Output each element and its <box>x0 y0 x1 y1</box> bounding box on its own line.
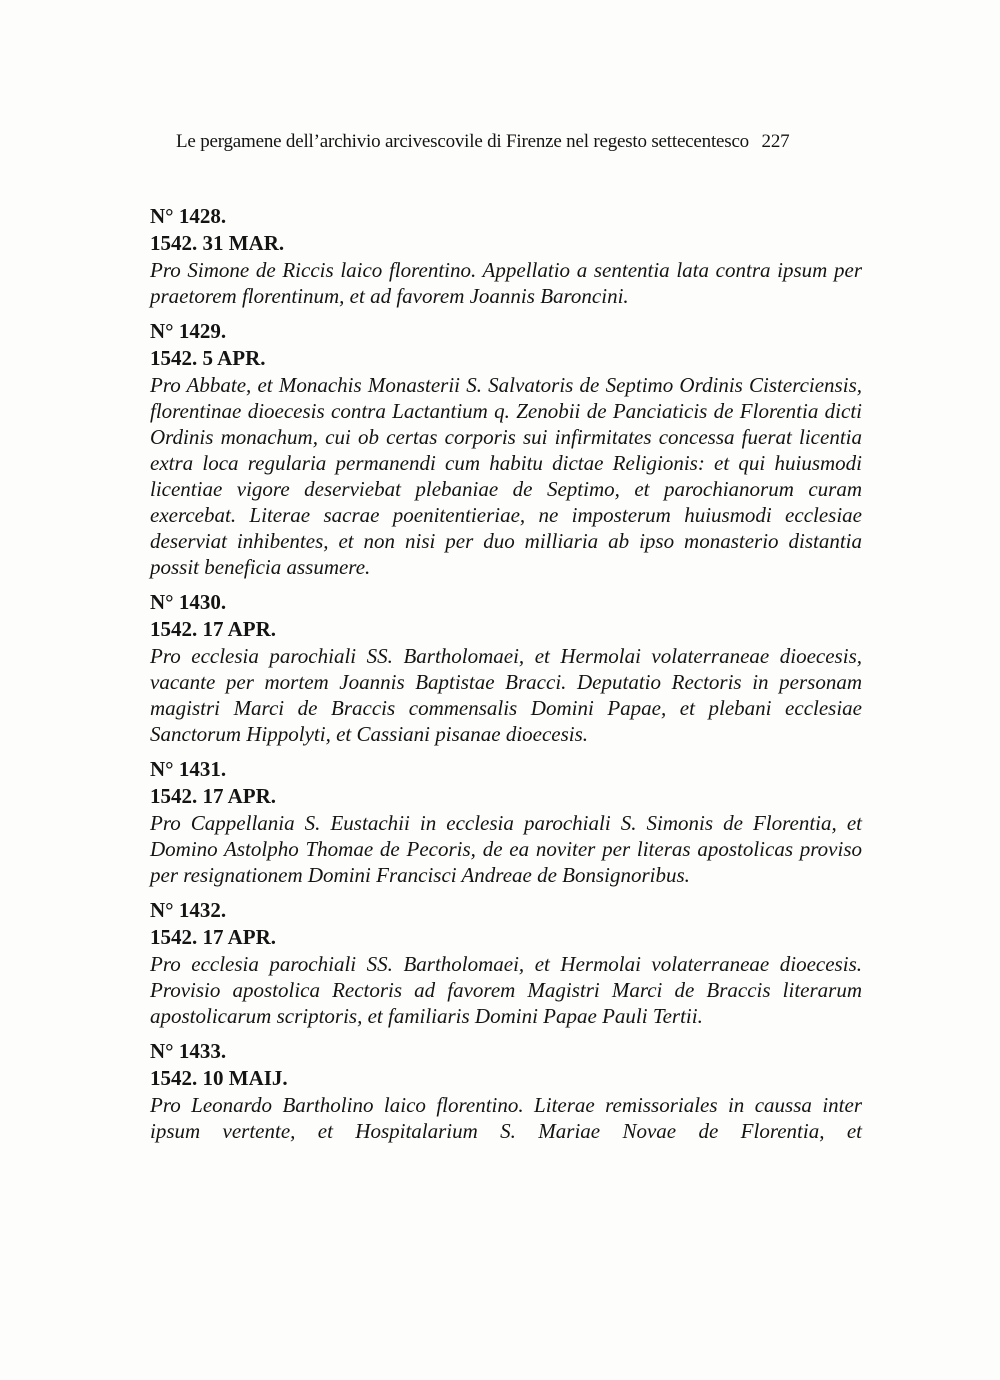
entry-text: Pro ecclesia parochiali SS. Bartholomaei, et Hermolai volaterraneae dioecesis. Provisio apostolica Rectoris ad favorem Magistri Marci de Braccis literarum apostolicarum scriptoris, et familiaris Domini Papae Pauli Tertii. <box>150 952 862 1028</box>
entry-text: Pro Abbate, et Monachis Monasterii S. Salvatoris de Septimo Ordinis Cisterciensis, florentinae dioecesis contra Lactantium q. Zenobii de Panciaticis de Florentia dicti Ordinis monachum, cui ob certas corporis sui infirmitates concessa fuerat licentia extra loca regularia permanendi cum habitu dictae Religionis: et qui huiusmodi licentiae vigore deserviebat plebaniae de Septimo, et parochianorum curam exercebat. Literae sacrae poenitentieriae, ne imposterum huiusmodi ecclesiae deserviat inhibentes, et non nisi per duo milliaria ab ipso monasterio distantia possit beneficia assumere. <box>150 373 862 579</box>
entry-text: Pro Simone de Riccis laico florentino. Appellatio a sententia lata contra ipsum per praetorem florentinum, et ad favorem Joannis Baroncini. <box>150 258 862 308</box>
entry-number: N° 1429. <box>150 319 227 343</box>
entry <box>150 589 862 747</box>
entry-date: 1542. 10 MAIJ. <box>150 1066 288 1090</box>
entry-number: N° 1428. <box>150 204 227 228</box>
entry-number: N° 1431. <box>150 757 227 781</box>
page-header <box>176 131 862 153</box>
entry-date: 1542. 5 APR. <box>150 346 266 370</box>
entry-date: 1542. 31 MAR. <box>150 231 285 255</box>
entry-number: N° 1432. <box>150 898 227 922</box>
entry <box>150 756 862 888</box>
entry-date: 1542. 17 APR. <box>150 784 276 808</box>
entry-number: N° 1433. <box>150 1039 227 1063</box>
entry-number: N° 1430. <box>150 590 227 614</box>
entry <box>150 318 862 580</box>
entry <box>150 897 862 1029</box>
entries-list <box>150 203 862 1144</box>
entry-text: Pro Cappellania S. Eustachii in ecclesia parochiali S. Simonis de Florentia, et Domino Astolpho Thomae de Pecoris, de ea noviter per literas apostolicas proviso per resignationem Domini Francisci Andreae de Bonsignoribus. <box>150 811 862 887</box>
running-title: Le pergamene dell’archivio arcivescovile di Firenze nel regesto settecentesco <box>176 131 749 152</box>
entry <box>150 1038 862 1144</box>
entry-date: 1542. 17 APR. <box>150 617 276 641</box>
entry-text: Pro ecclesia parochiali SS. Bartholomaei, et Hermolai volaterraneae dioecesis, vacante per mortem Joannis Baptistae Bracci. Deputatio Rectoris in personam magistri Marci de Braccis commensalis Domini Papae, et plebani ecclesiae Sanctorum Hippolyti, et Cassiani pisanae dioecesis. <box>150 644 862 746</box>
entry <box>150 203 862 309</box>
entry-text: Pro Leonardo Bartholino laico florentino. Literae remissoriales in caussa inter ipsum vertente, et Hospitalarium S. Mariae Novae de Florentia, et <box>150 1093 862 1143</box>
entry-date: 1542. 17 APR. <box>150 925 276 949</box>
page-number: 227 <box>761 131 790 152</box>
